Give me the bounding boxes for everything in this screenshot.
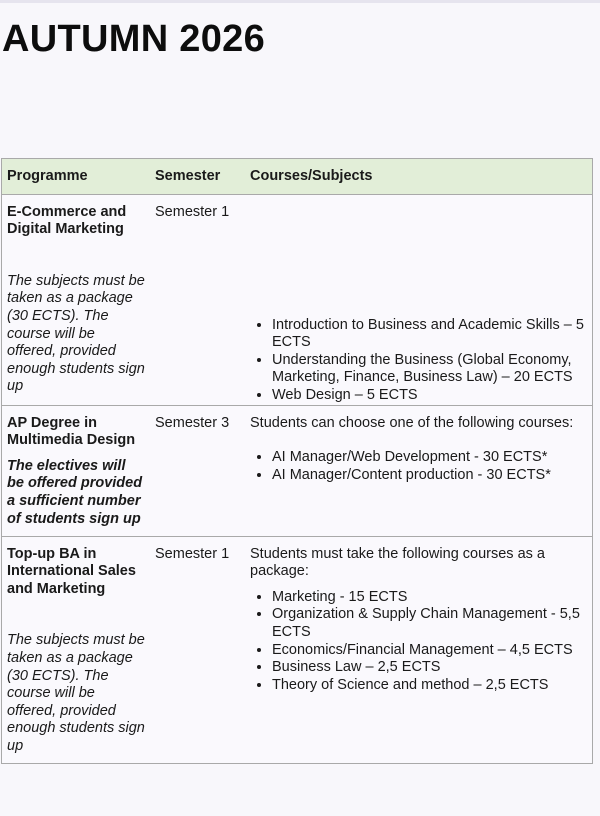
list-item: • Organization & Supply Chain Management - 5,5 ECTS <box>272 606 587 641</box>
courses-cell <box>245 405 593 536</box>
header-semester: Semester <box>150 159 245 195</box>
programme-cell <box>2 405 151 536</box>
list-item: • Economics/Financial Management – 4,5 ECTS <box>272 642 587 660</box>
table-row <box>2 536 593 763</box>
course-list <box>250 589 587 695</box>
page-title: AUTUMN 2026 <box>2 18 266 60</box>
list-item: • Business Law – 2,5 ECTS <box>272 659 587 677</box>
courses-cell <box>245 194 593 405</box>
course-table <box>1 158 593 764</box>
list-item: • Web Design – 5 ECTS <box>272 387 587 405</box>
list-item: • Understanding the Business (Global Economy, Marketing, Finance, Business Law) – 20 ECTS <box>272 352 587 387</box>
programme-name: Top-up BA in International Sales and Marketing <box>7 545 136 597</box>
programme-cell <box>2 536 151 763</box>
courses-intro: Students can choose one of the following courses: <box>250 414 574 431</box>
list-item: • AI Manager/Web Development - 30 ECTS* <box>272 449 587 467</box>
top-bar <box>0 0 600 3</box>
table-row <box>2 405 593 536</box>
list-item: • AI Manager/Content production - 30 ECTS* <box>272 467 587 485</box>
list-item: • Theory of Science and method – 2,5 ECTS <box>272 677 587 695</box>
list-item: • Marketing - 15 ECTS <box>272 589 587 607</box>
course-list <box>250 449 587 484</box>
semester-cell: Semester 1 <box>150 536 245 763</box>
header-courses: Courses/Subjects <box>245 159 593 195</box>
table-row <box>2 194 593 405</box>
programme-name: E-Commerce and Digital Marketing <box>7 203 127 238</box>
semester-cell: Semester 1 <box>150 194 245 405</box>
programme-cell <box>2 194 151 405</box>
course-list <box>250 317 587 405</box>
semester-cell: Semester 3 <box>150 405 245 536</box>
programme-note: The electives will be offered provided a sufficient number of students sign up <box>7 457 143 527</box>
programme-name: AP Degree in Multimedia Design <box>7 414 136 449</box>
header-programme: Programme <box>2 159 151 195</box>
table-header-row <box>2 159 593 195</box>
programme-note: The subjects must be taken as a package (30 ECTS). The course will be offered, provided enough students sign up <box>7 272 145 395</box>
courses-cell <box>245 536 593 763</box>
courses-intro: Students must take the following courses as a package: <box>250 545 545 580</box>
programme-note: The subjects must be taken as a package (30 ECTS). The course will be offered, provided enough students sign up <box>7 632 145 754</box>
list-item: • Introduction to Business and Academic Skills – 5 ECTS <box>272 317 587 352</box>
